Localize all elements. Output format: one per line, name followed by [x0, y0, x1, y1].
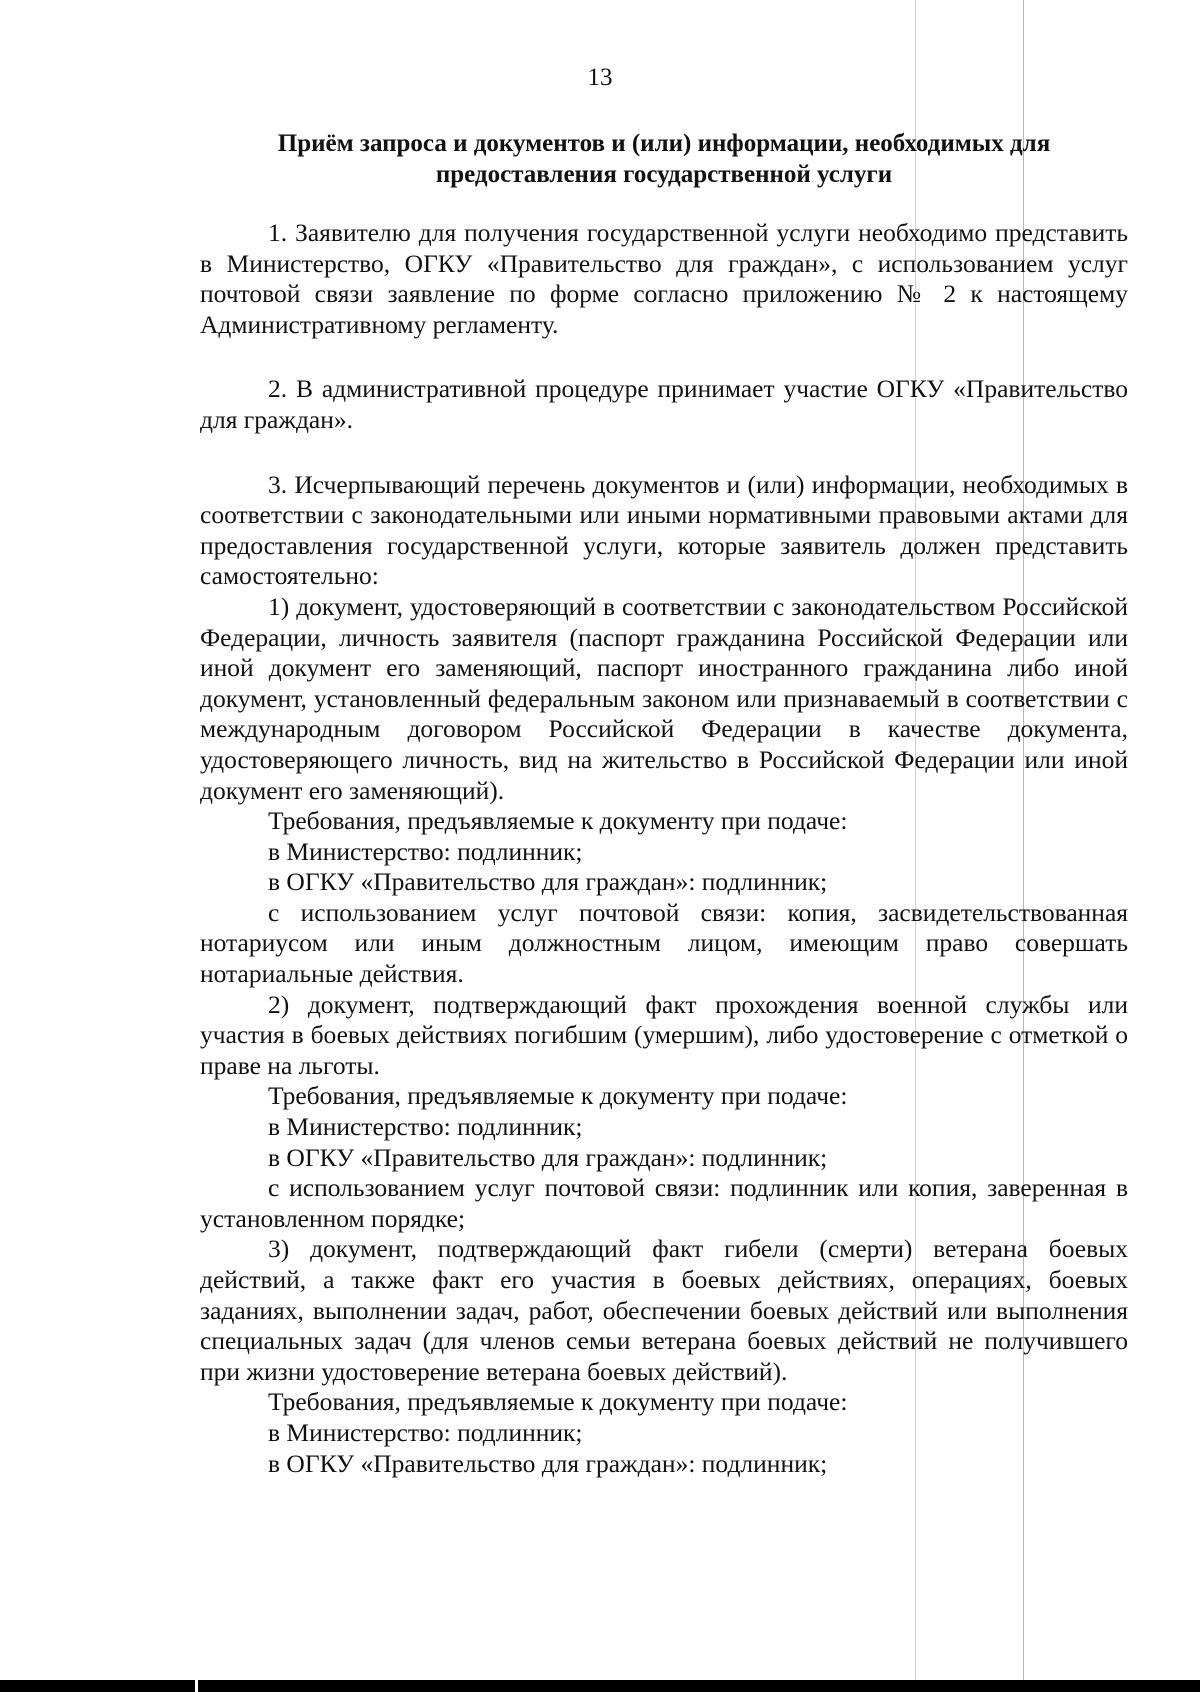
requirement-ogku: в ОГКУ «Правительство для граждан»: подлинник; [268, 1448, 828, 1478]
scan-bottom-border-gap [195, 1680, 198, 1692]
requirements-heading: Требования, предъявляемые к документу при подаче: [268, 1387, 848, 1417]
requirement-ogku: в ОГКУ «Правительство для граждан»: подлинник; [268, 1142, 828, 1172]
paragraph-1: 1. Заявителю для получения государственной услуги необходимо представить в Министерство, ОГКУ «Правительство для граждан», с использованием услуг почтовой связи заявление по форме согласно приложению № 2 к настоящему Административному регламенту. [200, 218, 1128, 339]
list-item-1: 1) документ, удостоверяющий в соответствии с законодательством Российской Федерации, личность заявителя (паспорт гражданина Российской Федерации или иной документ его заменяющий, паспорт иностранного гражданина либо иной документ, установленный федеральным законом или признаваемый в соответствии с международным договором Российской Федерации в качестве документа, удостоверяющего личность, вид на жительство в Российской Федерации или иной документ его заменяющий). [200, 591, 1128, 805]
requirement-ogku: в ОГКУ «Правительство для граждан»: подлинник; [268, 867, 828, 897]
scan-bottom-border [0, 1680, 1200, 1692]
paragraph-3: 3. Исчерпывающий перечень документов и (или) информации, необходимых в соответствии с законодательными или иными нормативными правовыми актами для предоставления государственной услуги, которые заявитель должен представить самостоятельно: [200, 469, 1128, 591]
requirement-ministry: в Министерство: подлинник; [268, 836, 583, 866]
document-body [200, 218, 1128, 1479]
list-item-2: 2) документ, подтверждающий факт прохождения военной службы или участия в боевых действиях погибшим (умершим), либо удостоверение с отметкой о праве на льготы. [200, 989, 1128, 1080]
requirements-heading: Требования, предъявляемые к документу при подаче: [268, 1081, 848, 1111]
list-item-3: 3) документ, подтверждающий факт гибели (смерти) ветерана боевых действий, а также факт его участия в боевых действиях, операциях, боевых заданиях, выполнении задач, работ, обеспечении боевых действий или выполнения специальных задач (для членов семьи ветерана боевых действий не получившего при жизни удостоверение ветерана боевых действий). [200, 1234, 1128, 1386]
requirement-post: с использованием услуг почтовой связи: подлинник или копия, заверенная в установленном порядке; [200, 1173, 1128, 1233]
page-number: 13 [587, 64, 613, 91]
requirement-ministry: в Министерство: подлинник; [268, 1417, 583, 1447]
requirement-post: с использованием услуг почтовой связи: копия, засвидетельствованная нотариусом или иным должностным лицом, имеющим право совершать нотариальные действия. [200, 897, 1128, 989]
section-title: Приём запроса и документов и (или) информации, необходимых для предоставления государственной услуги [277, 130, 1051, 188]
requirements-heading: Требования, предъявляемые к документу при подаче: [268, 806, 848, 836]
paragraph-2: 2. В административной процедуре принимает участие ОГКУ «Правительство для граждан». [200, 374, 1128, 434]
requirement-ministry: в Министерство: подлинник; [268, 1112, 583, 1142]
